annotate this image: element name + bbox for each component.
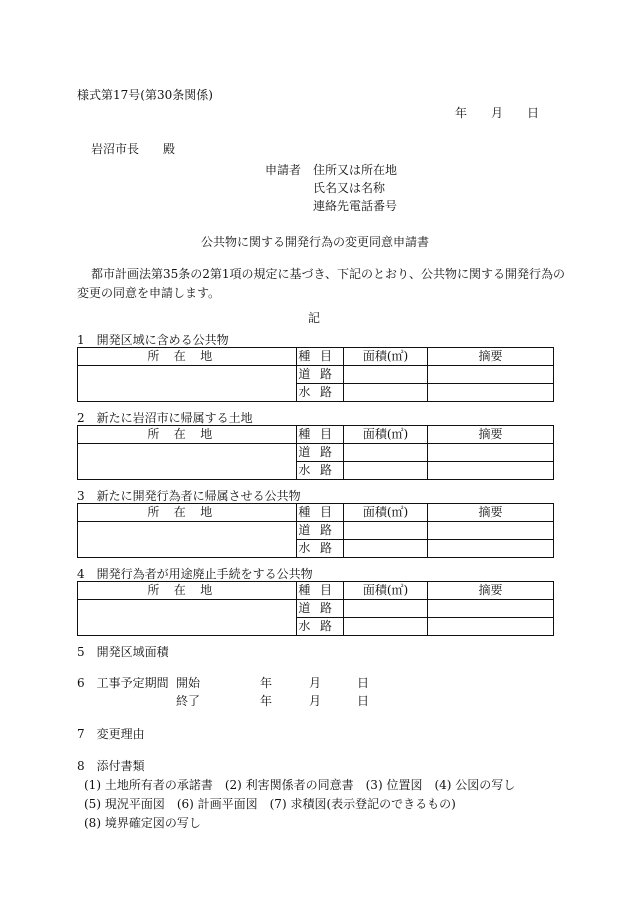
- addressee: 岩沼市長 殿: [91, 142, 176, 156]
- body-line-2: 変更の同意を申請します。: [77, 286, 221, 300]
- period-end-label: 終了: [176, 694, 201, 708]
- section-2-label: 2 新たに岩沼市に帰属する土地: [77, 411, 253, 425]
- location-cell[interactable]: [78, 444, 297, 480]
- section-1-table: [77, 347, 554, 402]
- section-2-table: [77, 425, 554, 480]
- applicant-name: 氏名又は名称: [313, 181, 386, 195]
- date-line: 年 月 日: [455, 106, 540, 120]
- start-day-unit: 日: [357, 676, 370, 690]
- type-waterway: 水路: [297, 462, 344, 480]
- period-start-label: 開始: [176, 676, 201, 690]
- location-cell[interactable]: [78, 522, 297, 558]
- note-cell[interactable]: [428, 384, 554, 402]
- header-type: 種目: [297, 426, 344, 444]
- document-title: 公共物に関する開発行為の変更同意申請書: [201, 235, 430, 249]
- note-cell[interactable]: [428, 618, 554, 636]
- end-month-unit: 月: [309, 694, 322, 708]
- applicant-label: 申請者: [265, 163, 302, 177]
- section-5-label: 5 開発区域面積: [77, 645, 169, 659]
- section-7-label: 7 変更理由: [77, 727, 145, 741]
- form-number: 様式第17号(第30条関係): [77, 88, 213, 102]
- section-3-label: 3 新たに開発行為者に帰属させる公共物: [77, 489, 301, 503]
- type-road: 道路: [297, 366, 344, 384]
- header-location: 所在地: [78, 582, 297, 600]
- header-type: 種目: [297, 582, 344, 600]
- start-month-unit: 月: [309, 676, 322, 690]
- note-cell[interactable]: [428, 540, 554, 558]
- start-year-unit: 年: [260, 676, 273, 690]
- area-cell[interactable]: [344, 366, 428, 384]
- header-area: 面積(㎡): [344, 582, 428, 600]
- attachments-line-1: (1) 土地所有者の承諾書 (2) 利害関係者の同意書 (3) 位置図 (4) 公図の写し: [84, 778, 516, 792]
- attachments-line-3: (8) 境界確定図の写し: [84, 816, 201, 830]
- header-area: 面積(㎡): [344, 426, 428, 444]
- note-cell[interactable]: [428, 522, 554, 540]
- type-road: 道路: [297, 522, 344, 540]
- body-line-1: 都市計画法第35条の2第1項の規定に基づき、下記のとおり、公共物に関する開発行為の: [91, 267, 566, 281]
- section-8-label: 8 添付書類: [77, 759, 145, 773]
- location-cell[interactable]: [78, 366, 297, 402]
- header-note: 摘要: [428, 582, 554, 600]
- area-cell[interactable]: [344, 600, 428, 618]
- section-6-label: 6 工事予定期間: [77, 676, 169, 690]
- applicant-phone: 連絡先電話番号: [313, 199, 398, 213]
- type-waterway: 水路: [297, 540, 344, 558]
- attachments-line-2: (5) 現況平面図 (6) 計画平面図 (7) 求積図(表示登記のできるもの): [84, 797, 456, 811]
- header-location: 所在地: [78, 504, 297, 522]
- end-day-unit: 日: [357, 694, 370, 708]
- type-waterway: 水路: [297, 384, 344, 402]
- note-cell[interactable]: [428, 444, 554, 462]
- area-cell[interactable]: [344, 540, 428, 558]
- header-note: 摘要: [428, 348, 554, 366]
- area-cell[interactable]: [344, 462, 428, 480]
- note-cell[interactable]: [428, 366, 554, 384]
- header-location: 所在地: [78, 348, 297, 366]
- area-cell[interactable]: [344, 384, 428, 402]
- header-note: 摘要: [428, 426, 554, 444]
- section-4-table: [77, 581, 554, 636]
- section-1-label: 1 開発区域に含める公共物: [77, 333, 229, 347]
- area-cell[interactable]: [344, 522, 428, 540]
- header-note: 摘要: [428, 504, 554, 522]
- header-type: 種目: [297, 504, 344, 522]
- end-year-unit: 年: [260, 694, 273, 708]
- applicant-address: 住所又は所在地: [313, 163, 398, 177]
- section-4-label: 4 開発行為者が用途廃止手続をする公共物: [77, 567, 313, 581]
- section-3-table: [77, 503, 554, 558]
- type-road: 道路: [297, 444, 344, 462]
- area-cell[interactable]: [344, 444, 428, 462]
- location-cell[interactable]: [78, 600, 297, 636]
- note-cell[interactable]: [428, 600, 554, 618]
- type-waterway: 水路: [297, 618, 344, 636]
- header-location: 所在地: [78, 426, 297, 444]
- note-cell[interactable]: [428, 462, 554, 480]
- ki-marker: 記: [308, 311, 321, 325]
- header-type: 種目: [297, 348, 344, 366]
- header-area: 面積(㎡): [344, 504, 428, 522]
- area-cell[interactable]: [344, 618, 428, 636]
- header-area: 面積(㎡): [344, 348, 428, 366]
- type-road: 道路: [297, 600, 344, 618]
